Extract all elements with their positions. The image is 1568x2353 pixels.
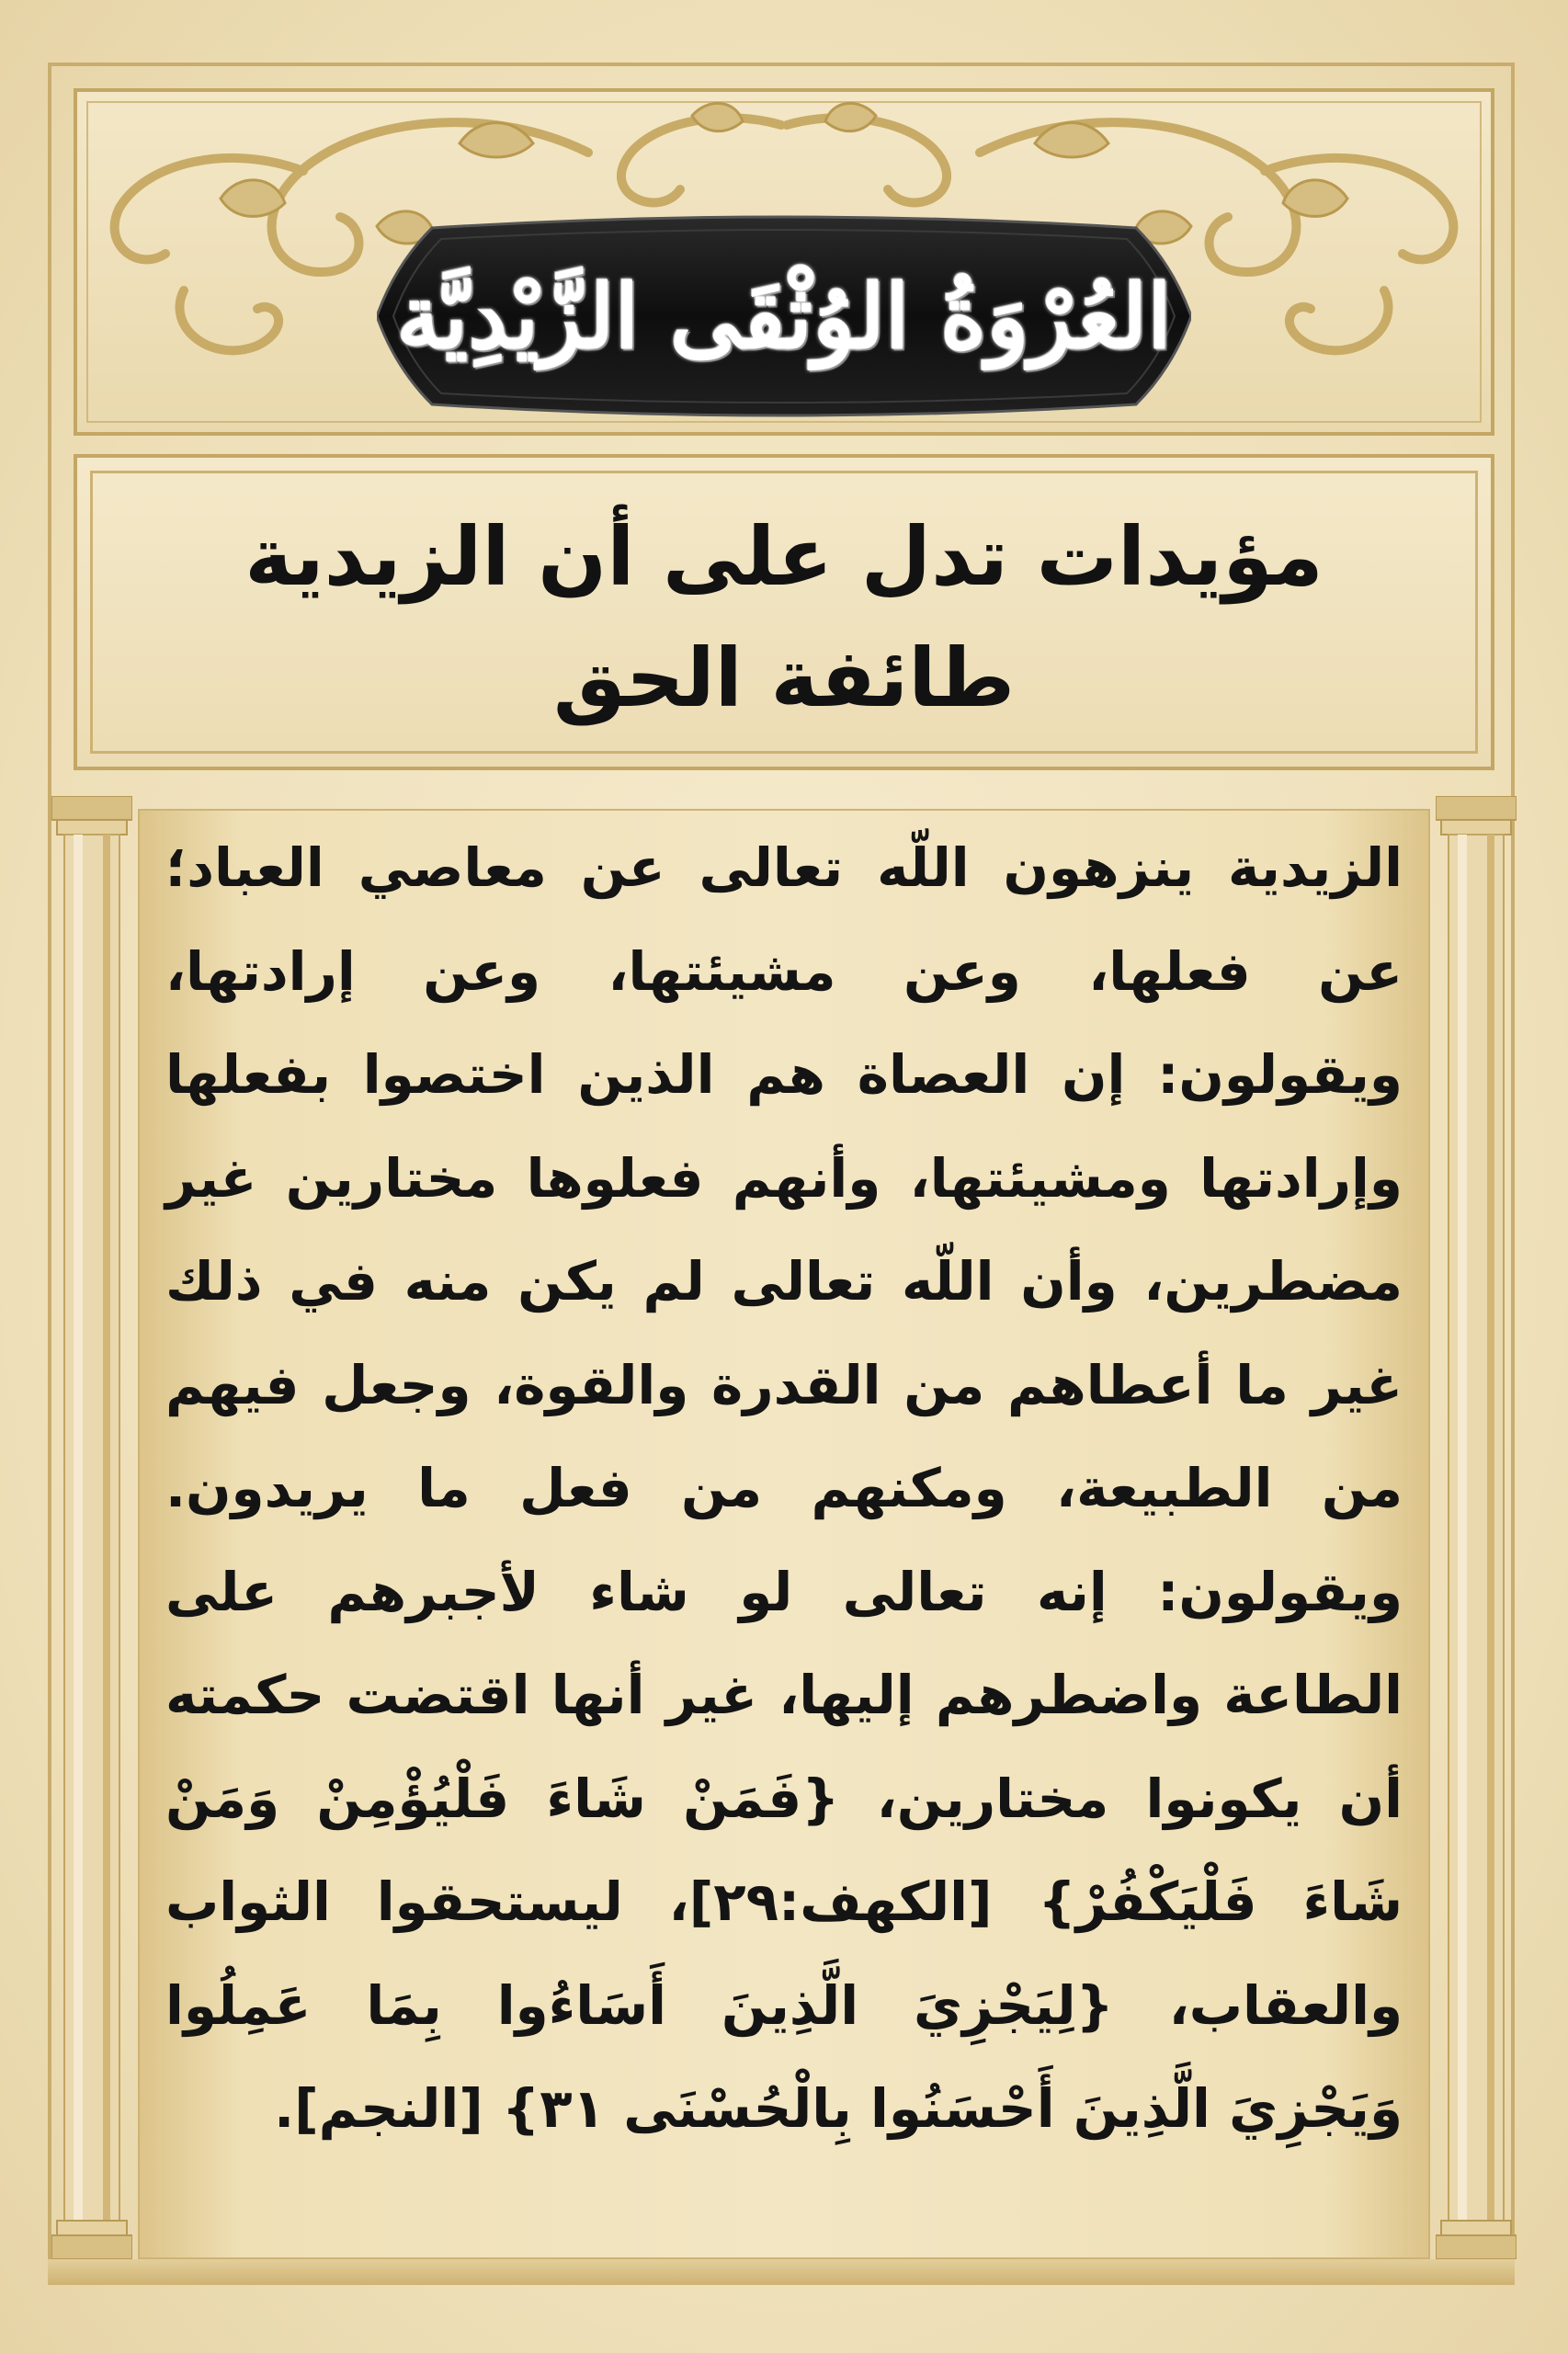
base-band: [48, 2259, 1515, 2285]
left-column-icon: [51, 796, 132, 2259]
page-title: [110, 496, 1458, 745]
body-paragraph: الزيدية ينزهون اللّه تعالى عن معاصي العباد؛ عن فعلها، وعن مشيئتها، وعن إرادتها، ويقولون: إن العصاة هم الذين اختصوا بفعلها وإرادتها ومشيئتها، وأنهم فعلوها مختارين غير مضطرين، وأن اللّه تعالى لم يكن منه في ذلك غير ما أعطاهم من القدرة والقوة، وجعل فيهم من الطبيعة، ومكنهم من فعل ما يريدون. ويقولون: إنه تعالى لو شاء لأجبرهم على الطاعة واضطرهم إليها، غير أنها اقتضت حكمته أن يكونوا مختارين، {فَمَنْ شَاءَ فَلْيُؤْمِنْ وَمَنْ شَاءَ فَلْيَكْفُرْ} [الكهف:٢٩]، ليستحقوا الثواب والعقاب، {لِيَجْزِيَ الَّذِينَ أَسَاءُوا بِمَا عَمِلُوا وَيَجْزِيَ الَّذِينَ أَحْسَنُوا بِالْحُسْنَى ٣١} [النجم].: [165, 836, 1403, 2140]
title-line-2: طائفة الحق: [552, 631, 1016, 725]
title-line-1: مؤيدات تدل على أن الزيدية: [244, 509, 1324, 604]
logo-text: العُرْوَةُ الوُثْقَى الزَّيْدِيَّة: [396, 264, 1172, 369]
logo-plaque: [377, 210, 1191, 423]
right-column-icon: [1436, 796, 1517, 2259]
